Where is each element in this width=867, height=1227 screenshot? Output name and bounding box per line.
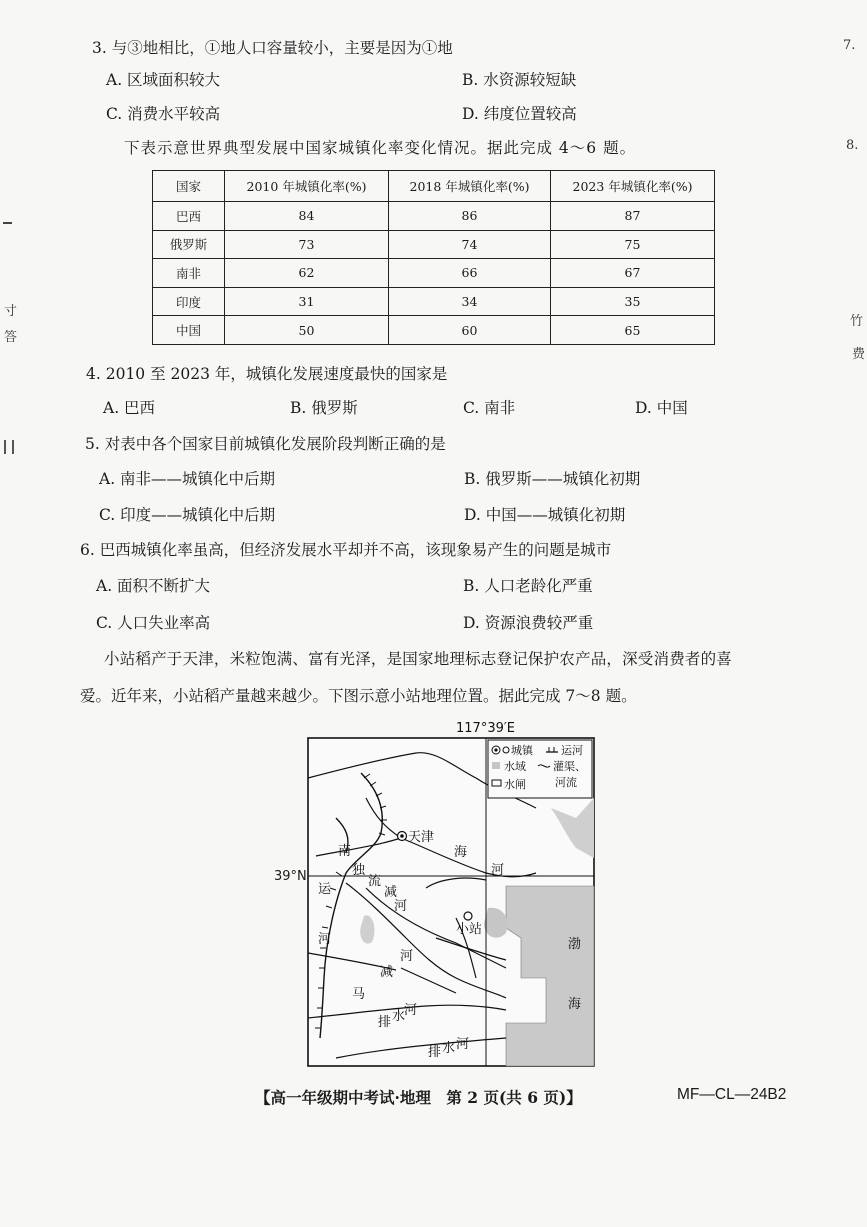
urbanization-table bbox=[152, 170, 715, 345]
table-cell: 中国 bbox=[153, 316, 225, 345]
question-6-option-d[interactable]: D. 资源浪费较严重 bbox=[463, 614, 594, 632]
table-cell: 南非 bbox=[153, 259, 225, 288]
question-6-option-c[interactable]: C. 人口失业率高 bbox=[96, 614, 211, 632]
question-6-option-a[interactable]: A. 面积不断扩大 bbox=[96, 577, 211, 595]
table-row bbox=[153, 230, 715, 259]
bohai-label-1: 渤 bbox=[568, 937, 582, 952]
question-5-option-b[interactable]: B. 俄罗斯——城镇化初期 bbox=[464, 470, 641, 488]
map-label: 排 bbox=[378, 1015, 392, 1030]
table-row bbox=[153, 202, 715, 231]
table-header-cell: 2023 年城镇化率(%) bbox=[551, 171, 715, 202]
map-legend bbox=[488, 740, 592, 798]
map-label: 河 bbox=[404, 1003, 418, 1018]
tianjin-label: 天津 bbox=[408, 830, 435, 845]
table-cell: 35 bbox=[551, 287, 715, 316]
legend-gate: 水闸 bbox=[504, 778, 526, 791]
xiaozhan-label: 小站 bbox=[456, 922, 483, 937]
map-label: 运 bbox=[318, 882, 332, 897]
binding-mark bbox=[3, 222, 12, 224]
legend-channel: 灌渠、 bbox=[553, 760, 586, 773]
bohai-label-2: 海 bbox=[568, 997, 582, 1012]
map-label: 流 bbox=[368, 874, 382, 889]
map-label: 减 bbox=[380, 965, 394, 980]
table-cell: 66 bbox=[389, 259, 551, 288]
xiaozhan-location-map bbox=[306, 721, 596, 1068]
map-label: 河 bbox=[400, 949, 414, 964]
legend-river: 河流 bbox=[555, 776, 577, 789]
latitude-label: 39°N bbox=[274, 869, 307, 884]
table-intro: 下表示意世界典型发展中国家城镇化率变化情况。据此完成 4～6 题。 bbox=[124, 139, 637, 157]
table-cell: 巴西 bbox=[153, 202, 225, 231]
map-label: 排 bbox=[428, 1045, 442, 1060]
question-5-option-c[interactable]: C. 印度——城镇化中后期 bbox=[99, 506, 276, 524]
legend-canal: 运河 bbox=[561, 744, 583, 757]
table-header-cell: 国家 bbox=[153, 171, 225, 202]
map-intro-line-1: 小站稻产于天津，米粒饱满、富有光泽，是国家地理标志登记保护农产品，深受消费者的喜 bbox=[104, 650, 733, 668]
question-3-stem: 3. 与③地相比，①地人口容量较小，主要是因为①地 bbox=[92, 39, 453, 57]
question-4-option-a[interactable]: A. 巴西 bbox=[103, 399, 156, 417]
question-4-option-d[interactable]: D. 中国 bbox=[635, 399, 688, 417]
question-5-option-d[interactable]: D. 中国——城镇化初期 bbox=[464, 506, 626, 524]
water-symbol-icon bbox=[492, 762, 500, 769]
map-label: 独 bbox=[352, 863, 366, 878]
table-cell: 74 bbox=[389, 230, 551, 259]
table-header-row bbox=[153, 171, 715, 202]
edge-text-left-1: 寸 bbox=[4, 304, 18, 319]
map-label: 水 bbox=[392, 1009, 406, 1024]
map-label: 河 bbox=[318, 932, 332, 947]
table-cell: 65 bbox=[551, 316, 715, 345]
table-row bbox=[153, 259, 715, 288]
question-3-option-d[interactable]: D. 纬度位置较高 bbox=[462, 105, 577, 123]
table-cell: 75 bbox=[551, 230, 715, 259]
legend-water: 水域 bbox=[504, 760, 526, 773]
table-row bbox=[153, 287, 715, 316]
table-cell: 50 bbox=[225, 316, 389, 345]
edge-text-left-2: 答 bbox=[4, 330, 18, 345]
table-cell: 84 bbox=[225, 202, 389, 231]
table-cell: 34 bbox=[389, 287, 551, 316]
question-3-option-a[interactable]: A. 区域面积较大 bbox=[106, 71, 221, 89]
edge-text-right-2: 费 bbox=[852, 347, 866, 362]
table-cell: 62 bbox=[225, 259, 389, 288]
question-4-stem: 4. 2010 至 2023 年，城镇化发展速度最快的国家是 bbox=[86, 365, 448, 383]
map-label: 南 bbox=[338, 844, 352, 859]
question-3-option-c[interactable]: C. 消费水平较高 bbox=[106, 105, 221, 123]
question-6-stem: 6. 巴西城镇化率虽高，但经济发展水平却并不高，该现象易产生的问题是城市 bbox=[80, 541, 612, 559]
map-label: 河 bbox=[456, 1037, 470, 1052]
edge-question-7: 7. bbox=[843, 38, 856, 53]
map-label: 马 bbox=[352, 987, 366, 1002]
map-intro-line-2: 爱。近年来，小站稻产量越来越少。下图示意小站地理位置。据此完成 7～8 题。 bbox=[80, 687, 637, 705]
table-cell: 俄罗斯 bbox=[153, 230, 225, 259]
map-label: 水 bbox=[442, 1041, 456, 1056]
edge-text-right-1: 竹 bbox=[850, 314, 864, 329]
question-4-option-b[interactable]: B. 俄罗斯 bbox=[290, 399, 358, 417]
map-label: 减 bbox=[384, 885, 398, 900]
binding-mark bbox=[4, 440, 14, 454]
table-cell: 60 bbox=[389, 316, 551, 345]
question-3-option-b[interactable]: B. 水资源较短缺 bbox=[462, 71, 577, 89]
edge-question-8: 8. bbox=[846, 138, 859, 153]
tianjin-city-icon bbox=[398, 832, 407, 841]
table-header-cell: 2018 年城镇化率(%) bbox=[389, 171, 551, 202]
question-5-stem: 5. 对表中各个国家目前城镇化发展阶段判断正确的是 bbox=[85, 435, 446, 453]
xiaozhan-city-icon bbox=[464, 912, 472, 920]
map-label: 河 bbox=[491, 863, 505, 878]
map-label: 河 bbox=[394, 899, 408, 914]
table-cell: 31 bbox=[225, 287, 389, 316]
table-header-cell: 2010 年城镇化率(%) bbox=[225, 171, 389, 202]
legend-city: 城镇 bbox=[511, 744, 533, 757]
longitude-label: 117°39′E bbox=[456, 721, 516, 736]
table-cell: 67 bbox=[551, 259, 715, 288]
map-label: 海 bbox=[454, 845, 468, 860]
question-4-option-c[interactable]: C. 南非 bbox=[463, 399, 516, 417]
table-cell: 86 bbox=[389, 202, 551, 231]
table-row bbox=[153, 316, 715, 345]
table-cell: 印度 bbox=[153, 287, 225, 316]
page-footer: 【高一年级期中考试·地理 第 2 页(共 6 页)】 bbox=[255, 1088, 582, 1107]
question-6-option-b[interactable]: B. 人口老龄化严重 bbox=[463, 577, 593, 595]
question-5-option-a[interactable]: A. 南非——城镇化中后期 bbox=[99, 470, 276, 488]
table-cell: 73 bbox=[225, 230, 389, 259]
exam-code: MF—CL—24B2 bbox=[677, 1086, 787, 1103]
table-cell: 87 bbox=[551, 202, 715, 231]
